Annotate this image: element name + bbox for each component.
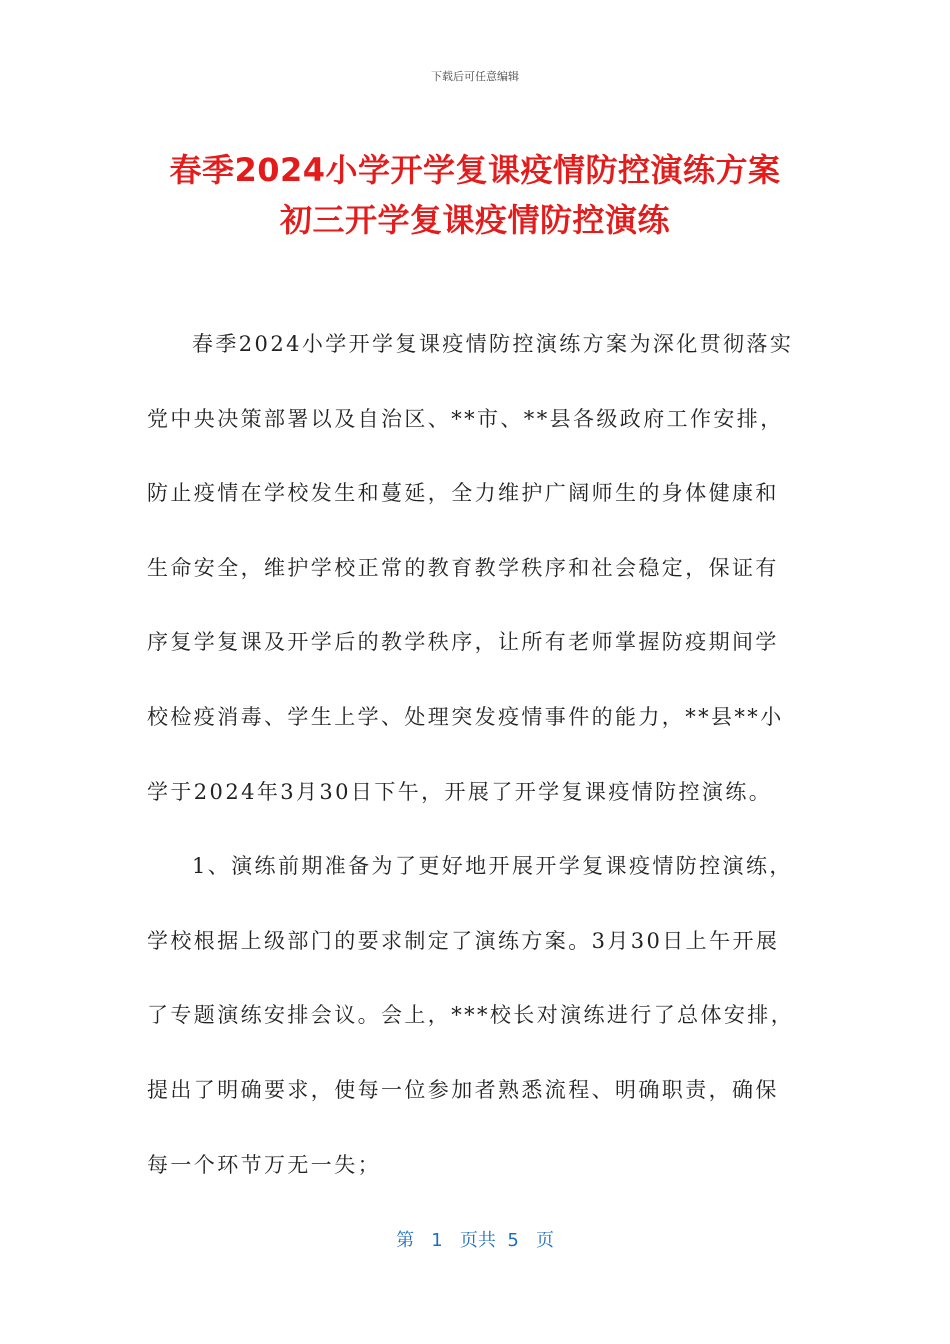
paragraph-line: 序复学复课及开学后的教学秩序，让所有老师掌握防疫期间学 bbox=[147, 630, 779, 655]
paragraph-line: 校检疫消毒、学生上学、处理突发疫情事件的能力，**县**小 bbox=[147, 704, 784, 729]
paragraph-line: 学于2024年3月30日下午，开展了开学复课疫情防控演练。 bbox=[147, 779, 773, 804]
header-note: 下载后可任意编辑 bbox=[431, 70, 519, 83]
paragraph-line: 党中央决策部署以及自治区、**市、**县各级政府工作安排， bbox=[147, 406, 784, 431]
document-title-line-1: 春季2024小学开学复课疫情防控演练方案 bbox=[169, 151, 781, 189]
paragraph-line: 了专题演练安排会议。会上，***校长对演练进行了总体安排， bbox=[147, 1003, 795, 1028]
page-footer bbox=[0, 1226, 950, 1252]
paragraph-line: 每一个环节万无一失； bbox=[147, 1152, 381, 1177]
document-title-line-2: 初三开学复课疫情防控演练 bbox=[279, 201, 670, 239]
footer-of-total-label: 页共 bbox=[459, 1230, 496, 1251]
paragraph-line: 防止疫情在学校发生和蔓延，全力维护广阔师生的身体健康和 bbox=[147, 481, 779, 506]
paragraph-line: 提出了明确要求，使每一位参加者熟悉流程、明确职责，确保 bbox=[147, 1077, 779, 1102]
paragraph-line: 1、演练前期准备为了更好地开展开学复课疫情防控演练， bbox=[192, 854, 793, 879]
footer-total-pages: 5 bbox=[507, 1230, 519, 1251]
footer-page-end-label: 页 bbox=[535, 1230, 554, 1251]
footer-page-number: 1 bbox=[431, 1230, 443, 1251]
paragraph-line: 春季2024小学开学复课疫情防控演练方案为深化贯彻落实 bbox=[192, 332, 794, 356]
footer-page-label: 第 bbox=[396, 1230, 415, 1251]
paragraph-line: 生命安全，维护学校正常的教育教学秩序和社会稳定，保证有 bbox=[147, 555, 779, 580]
paragraph-line: 学校根据上级部门的要求制定了演练方案。3月30日上午开展 bbox=[147, 928, 780, 953]
body-text bbox=[147, 322, 797, 1217]
